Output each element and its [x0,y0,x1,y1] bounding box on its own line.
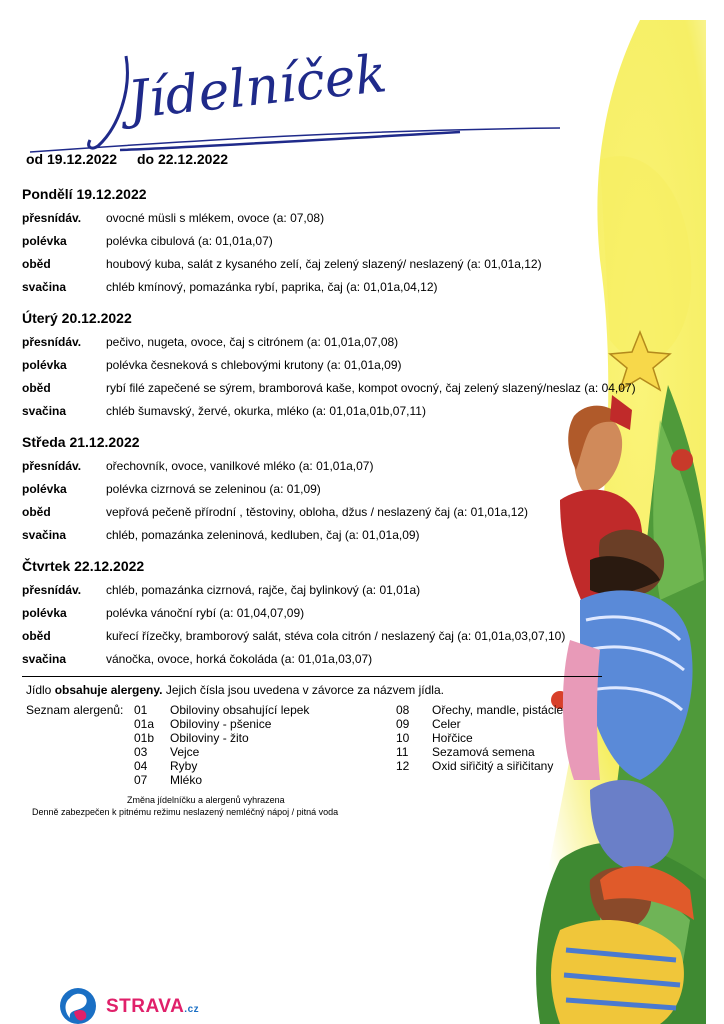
allergen-code: 04 [134,759,148,773]
page-title: Jídelníček [125,44,390,131]
meal-text: polévka cizrnová se zeleninou (a: 01,09) [106,482,321,496]
date-from: od 19.12.2022 [26,151,118,167]
allergen-name: Obiloviny - žito [170,731,249,745]
day-heading-monday: Pondělí 19.12.2022 [22,186,147,202]
meal-text: ořechovník, ovoce, vanilkové mléko (a: 01,01a,07) [106,459,374,473]
allergen-name: Ryby [170,759,198,773]
allergen-code: 12 [396,759,410,773]
meal-text: kuřecí řízečky, bramborový salát, stéva cola citrón / neslazený čaj (a: 01,01a,03,07,10) [106,629,566,643]
allergen-name: Mléko [170,773,203,787]
meal-text: vepřová pečeně přírodní , těstoviny, obloha, džus / neslazený čaj (a: 01,01a,12) [106,505,529,519]
meal-text: polévka vánoční rybí (a: 01,04,07,09) [106,606,305,620]
note-drinking-regime: Denně zabezpečen k pitnému režimu neslazený nemléčný nápoj / pitná voda [32,807,339,817]
allergen-code: 09 [396,717,410,731]
title-banner [0,0,724,170]
meal-text: pečivo, nugeta, ovoce, čaj s citrónem (a: 01,01a,07,08) [106,335,399,349]
meal-label: svačina [22,652,67,666]
allergen-code: 07 [134,773,148,787]
meal-label: přesnídáv. [22,583,82,597]
allergen-intro-bold: obsahuje alergeny. [54,683,163,697]
meal-label: svačina [22,280,67,294]
allergen-code: 11 [396,745,409,759]
meal-text: polévka česneková s chlebovými krutony (a: 01,01a,09) [106,358,402,372]
allergen-intro [26,683,444,697]
meal-label: svačina [22,528,67,542]
logo-name: STRAVA [106,996,185,1017]
day-heading-tuesday: Úterý 20.12.2022 [22,310,132,326]
meal-label: polévka [22,482,67,496]
day-heading-wednesday: Středa 21.12.2022 [22,434,140,450]
meal-label: svačina [22,404,67,418]
allergen-name: Vejce [170,745,200,759]
allergen-code: 01 [134,703,148,717]
allergen-code: 01a [134,717,155,731]
allergen-code: 08 [396,703,410,717]
meal-label: oběd [22,257,51,271]
meal-text: chléb, pomazánka cizrnová, rajče, čaj bylinkový (a: 01,01a) [106,583,421,597]
meal-text: chléb kmínový, pomazánka rybí, paprika, čaj (a: 01,01a,04,12) [106,280,438,294]
meal-text: chléb, pomazánka zeleninová, kedluben, čaj (a: 01,01a,09) [106,528,420,542]
meal-label: oběd [22,505,51,519]
logo-text [106,996,199,1018]
meal-text: vánočka, ovoce, horká čokoláda (a: 01,01a,03,07) [106,652,373,666]
meal-label: přesnídáv. [22,211,82,225]
meal-label: polévka [22,606,67,620]
allergen-intro-plain: Jídlo [26,683,55,697]
meal-text: ovocné müsli s mlékem, ovoce (a: 07,08) [106,211,325,225]
meal-label: polévka [22,358,67,372]
allergen-name: Ořechy, mandle, pistácie [432,703,564,717]
allergen-code: 01b [134,731,155,745]
divider [22,676,602,677]
date-to: do 22.12.2022 [136,151,229,167]
meal-label: přesnídáv. [22,335,82,349]
day-heading-thursday: Čtvrtek 22.12.2022 [22,558,145,574]
allergen-name: Hořčice [432,731,473,745]
meal-text: houbový kuba, salát z kysaného zelí, čaj zelený slazený/ neslazený (a: 01,01a,12) [106,257,542,271]
meal-text: rybí filé zapečené se sýrem, bramborová kaše, kompot ovocný, čaj zelený slazený/neslaz (a: 04,07) [106,381,636,395]
allergen-name: Oxid siřičitý a siřičitany [432,759,554,773]
allergen-code: 03 [134,745,148,759]
logo-suffix: .cz [184,1004,200,1015]
meal-label: oběd [22,629,51,643]
allergen-name: Obiloviny - pšenice [170,717,272,731]
allergen-name: Obiloviny obsahující lepek [170,703,310,717]
allergen-name: Sezamová semena [432,745,535,759]
allergen-intro-rest: Jejich čísla jsou uvedena v závorce za názvem jídla. [162,683,444,697]
meal-label: oběd [22,381,51,395]
meal-label: přesnídáv. [22,459,82,473]
meal-label: polévka [22,234,67,248]
meal-text: polévka cibulová (a: 01,01a,07) [106,234,273,248]
meal-text: chléb šumavský, žervé, okurka, mléko (a: 01,01a,01b,07,11) [106,404,426,418]
allergen-code: 10 [396,731,410,745]
note-change-reserved: Změna jídelníčku a alergenů vyhrazena [127,795,285,805]
allergen-name: Celer [432,717,461,731]
allergen-list-label: Seznam alergenů: [26,703,124,717]
date-range [26,151,244,167]
